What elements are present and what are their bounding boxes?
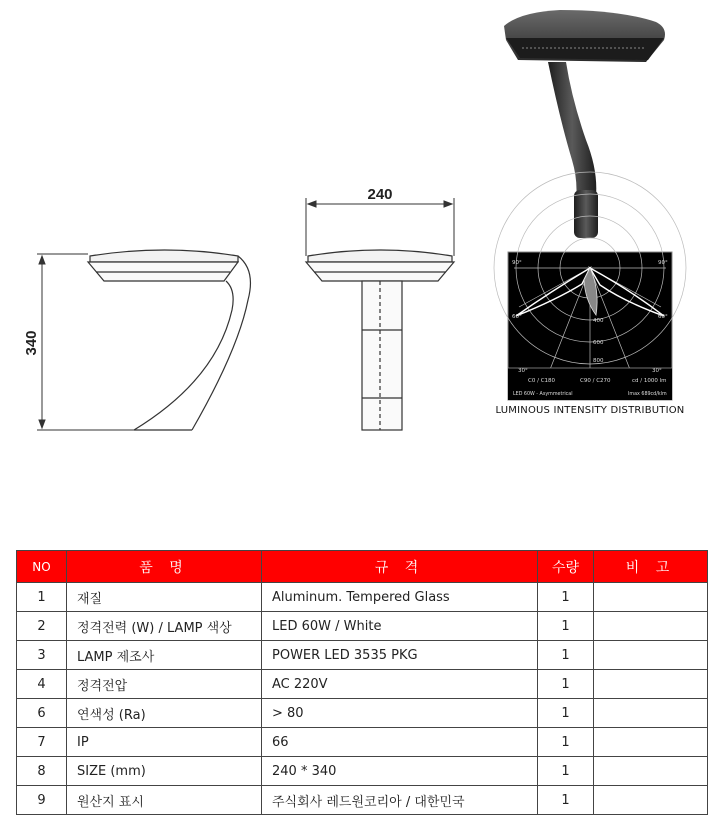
spec-table — [16, 550, 708, 815]
row-name: 원산지 표시 — [67, 786, 262, 815]
row-no: 9 — [17, 786, 67, 815]
table-row — [17, 757, 708, 786]
row-note — [594, 583, 708, 612]
row-spec: POWER LED 3535 PKG — [262, 641, 538, 670]
row-spec: Aluminum. Tempered Glass — [262, 583, 538, 612]
width-dimension-label: 240 — [367, 186, 393, 203]
row-name: 연색성 (Ra) — [67, 699, 262, 728]
row-qty: 1 — [538, 699, 594, 728]
row-spec: AC 220V — [262, 670, 538, 699]
radial-label: 800 — [593, 358, 604, 364]
row-note — [594, 670, 708, 699]
row-note — [594, 641, 708, 670]
width-dimension — [306, 198, 454, 256]
header-quantity: 수량 — [538, 551, 594, 583]
angle-label: 90° — [512, 260, 522, 266]
row-note — [594, 728, 708, 757]
row-no: 3 — [17, 641, 67, 670]
row-no: 1 — [17, 583, 67, 612]
header-remarks: 비 고 — [594, 551, 708, 583]
diagram-footer-right: Imax 689cd/klm — [628, 392, 667, 397]
angle-label: 60° — [658, 314, 668, 320]
table-row — [17, 786, 708, 815]
side-view-drawing — [88, 250, 250, 430]
row-no: 2 — [17, 612, 67, 641]
row-qty: 1 — [538, 786, 594, 815]
header-no: NO — [17, 551, 67, 583]
row-note — [594, 612, 708, 641]
table-row — [17, 699, 708, 728]
row-name: IP — [67, 728, 262, 757]
row-no: 8 — [17, 757, 67, 786]
row-no: 6 — [17, 699, 67, 728]
row-name: 재질 — [67, 583, 262, 612]
row-note — [594, 786, 708, 815]
row-qty: 1 — [538, 641, 594, 670]
row-name: 정격전압 — [67, 670, 262, 699]
table-header-row — [17, 551, 708, 583]
header-item-name: 품 명 — [67, 551, 262, 583]
front-view-drawing — [306, 250, 454, 430]
header-specification: 규 격 — [262, 551, 538, 583]
table-row — [17, 612, 708, 641]
row-no: 4 — [17, 670, 67, 699]
angle-label: 30° — [652, 368, 662, 374]
angle-label: 60° — [512, 314, 522, 320]
angle-label: 90° — [658, 260, 668, 266]
height-dimension-label: 340 — [23, 330, 40, 356]
row-qty: 1 — [538, 757, 594, 786]
radial-label: 600 — [593, 340, 604, 346]
legend-units: cd / 1000 lm — [632, 378, 667, 384]
row-spec: 240 * 340 — [262, 757, 538, 786]
row-qty: 1 — [538, 583, 594, 612]
row-spec: 66 — [262, 728, 538, 757]
row-note — [594, 699, 708, 728]
radial-label: 400 — [593, 318, 604, 324]
product-photo — [504, 10, 665, 238]
row-qty: 1 — [538, 612, 594, 641]
row-spec: > 80 — [262, 699, 538, 728]
table-row — [17, 670, 708, 699]
table-row — [17, 641, 708, 670]
diagram-footer-left: LED 60W - Asymmetrical — [513, 392, 573, 397]
row-no: 7 — [17, 728, 67, 757]
legend-c0-c180: C0 / C180 — [528, 378, 556, 384]
row-qty: 1 — [538, 728, 594, 757]
angle-label: 30° — [518, 368, 528, 374]
row-spec: 주식회사 레드원코리아 / 대한민국 — [262, 786, 538, 815]
legend-c90-c270: C90 / C270 — [580, 378, 611, 384]
table-row — [17, 583, 708, 612]
row-note — [594, 757, 708, 786]
diagram-caption: LUMINOUS INTENSITY DISTRIBUTION — [495, 405, 685, 416]
row-name: SIZE (mm) — [67, 757, 262, 786]
row-spec: LED 60W / White — [262, 612, 538, 641]
table-row — [17, 728, 708, 757]
row-name: 정격전력 (W) / LAMP 색상 — [67, 612, 262, 641]
row-qty: 1 — [538, 670, 594, 699]
row-name: LAMP 제조사 — [67, 641, 262, 670]
